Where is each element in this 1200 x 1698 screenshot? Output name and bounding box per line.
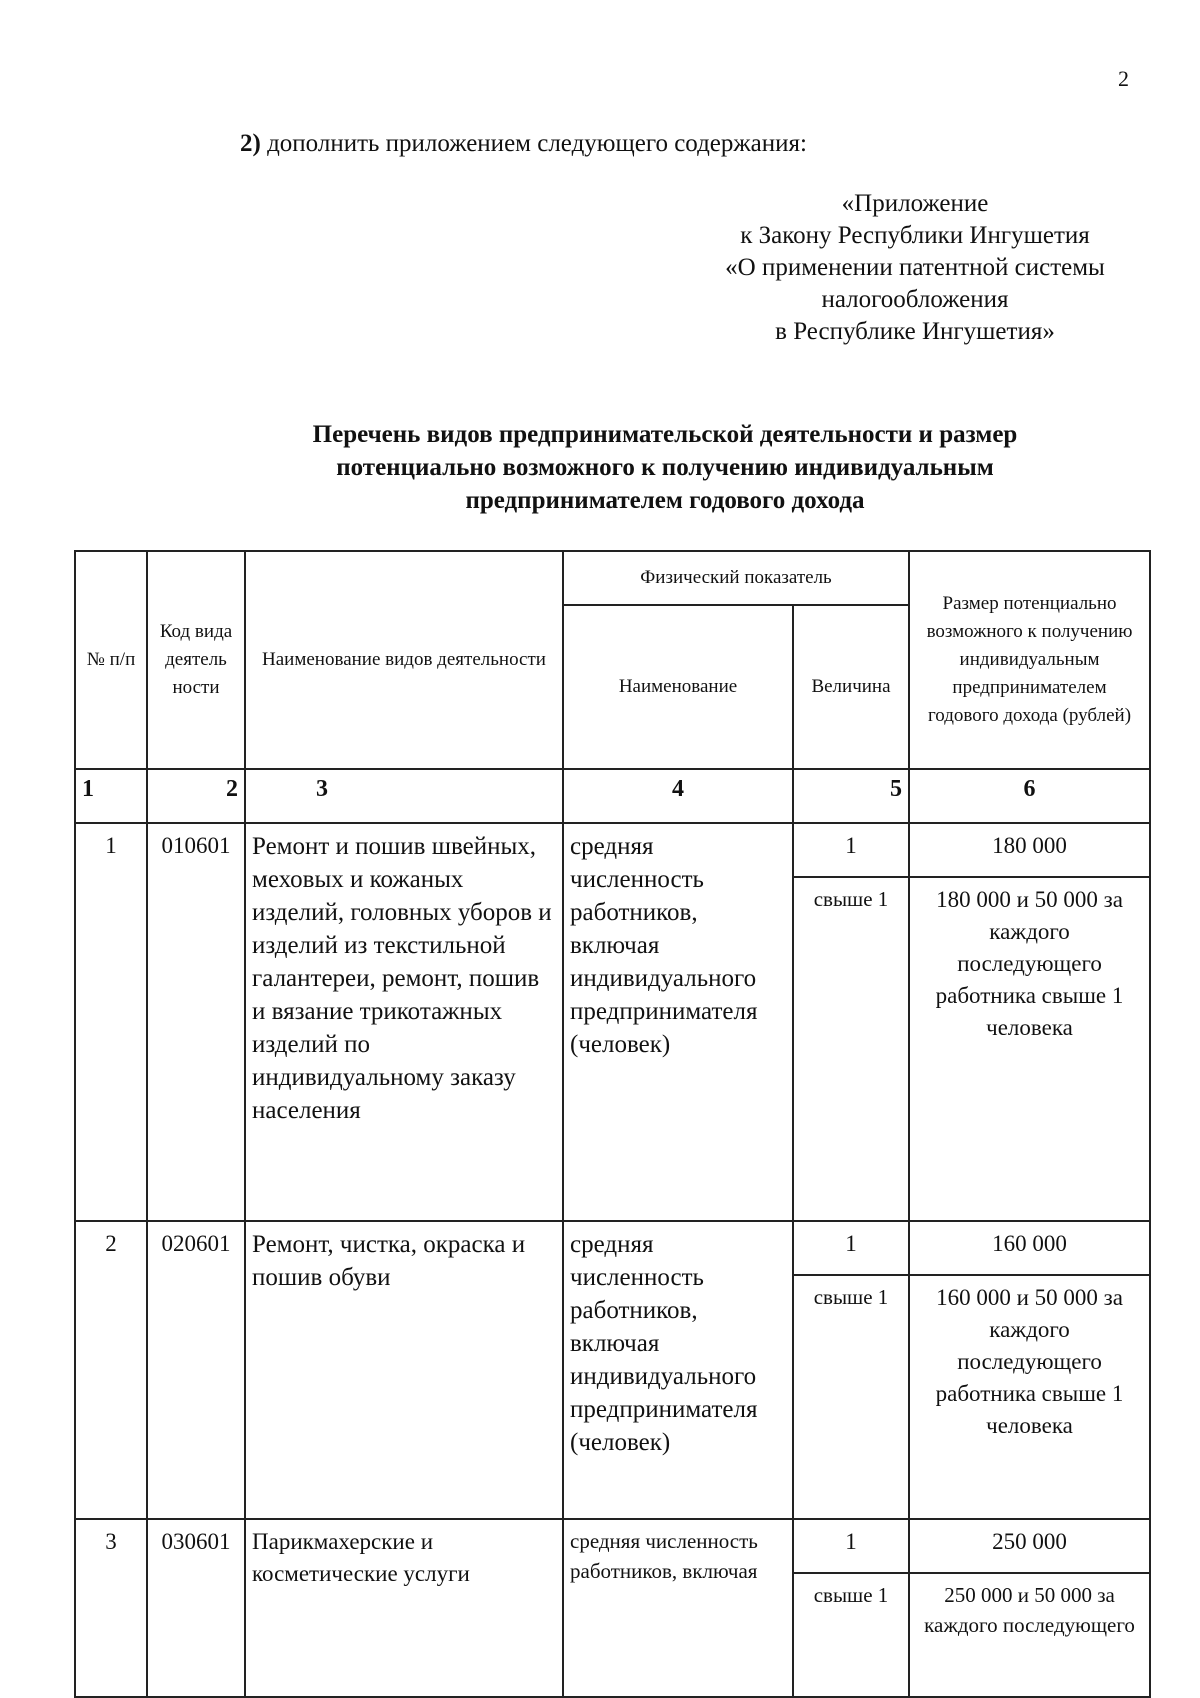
activity-code: 030601 bbox=[147, 1519, 245, 1697]
income-amount: 250 000 и 50 000 за каждого последующего bbox=[909, 1573, 1150, 1697]
column-number: 3 bbox=[245, 769, 563, 823]
indicator-value: свыше 1 bbox=[793, 877, 909, 1221]
appendix-line: налогообложения bbox=[821, 286, 1009, 313]
appendix-line: в Республике Ингушетия» bbox=[775, 318, 1055, 345]
header-income: Размер потенциально возможного к получению индивидуальным предпринимателем годового дохода (рублей) bbox=[909, 551, 1150, 769]
header-activity-name: Наименование видов деятельности bbox=[245, 551, 563, 769]
activity-name: Ремонт и пошив швейных, меховых и кожаных изделий, головных уборов и изделий из текстильной галантереи, ремонт, пошив и вязание трикотажных изделий по индивидуальному заказу населения bbox=[245, 823, 563, 1221]
indicator-value: свыше 1 bbox=[793, 1573, 909, 1697]
column-number: 4 bbox=[563, 769, 793, 823]
row-number: 1 bbox=[75, 823, 147, 1221]
indicator-value: свыше 1 bbox=[793, 1275, 909, 1519]
title-line: Перечень видов предпринимательской деятельности и размер bbox=[312, 421, 1018, 448]
title-line: предпринимателем годового дохода bbox=[465, 487, 865, 514]
table-row bbox=[75, 823, 1150, 877]
appendix-line: к Закону Республики Ингушетия bbox=[740, 222, 1090, 249]
income-amount: 180 000 и 50 000 за каждого последующего работника свыше 1 человека bbox=[909, 877, 1150, 1221]
page-number: 2 bbox=[1118, 66, 1129, 91]
header-code: Код вида деятель ности bbox=[147, 551, 245, 769]
header-number: № п/п bbox=[75, 551, 147, 769]
activities-table bbox=[74, 550, 1151, 1698]
column-number: 2 bbox=[147, 769, 245, 823]
appendix-line: «О применении патентной системы bbox=[725, 254, 1105, 281]
activity-code: 010601 bbox=[147, 823, 245, 1221]
table-row bbox=[75, 1519, 1150, 1573]
indicator-value: 1 bbox=[793, 823, 909, 877]
appendix-reference bbox=[680, 188, 1150, 348]
header-physical-indicator: Физический показатель bbox=[563, 551, 909, 605]
table-header-row bbox=[75, 551, 1150, 605]
appendix-line: «Приложение bbox=[841, 190, 989, 217]
header-indicator-name: Наименование bbox=[563, 605, 793, 769]
indicator-value: 1 bbox=[793, 1221, 909, 1275]
intro-text: дополнить приложением следующего содержания: bbox=[260, 130, 807, 157]
indicator-value: 1 bbox=[793, 1519, 909, 1573]
row-number: 3 bbox=[75, 1519, 147, 1697]
intro-item-number: 2) bbox=[240, 130, 261, 157]
table-row bbox=[75, 1221, 1150, 1275]
document-title bbox=[230, 418, 1100, 517]
indicator-name: средняя численность работников, включая bbox=[563, 1519, 793, 1697]
column-numbers-row bbox=[75, 769, 1150, 823]
row-number: 2 bbox=[75, 1221, 147, 1519]
income-amount: 180 000 bbox=[909, 823, 1150, 877]
intro-paragraph bbox=[240, 130, 807, 158]
column-number: 1 bbox=[75, 769, 147, 823]
activity-name: Ремонт, чистка, окраска и пошив обуви bbox=[245, 1221, 563, 1519]
indicator-name: средняя численность работников, включая индивидуального предпринимателя (человек) bbox=[563, 1221, 793, 1519]
income-amount: 250 000 bbox=[909, 1519, 1150, 1573]
income-amount: 160 000 и 50 000 за каждого последующего работника свыше 1 человека bbox=[909, 1275, 1150, 1519]
activity-code: 020601 bbox=[147, 1221, 245, 1519]
indicator-name: средняя численность работников, включая индивидуального предпринимателя (человек) bbox=[563, 823, 793, 1221]
activity-name: Парикмахерские и косметические услуги bbox=[245, 1519, 563, 1697]
header-indicator-value: Величина bbox=[793, 605, 909, 769]
column-number: 5 bbox=[793, 769, 909, 823]
title-line: потенциально возможного к получению индивидуальным bbox=[336, 454, 994, 481]
income-amount: 160 000 bbox=[909, 1221, 1150, 1275]
column-number: 6 bbox=[909, 769, 1150, 823]
